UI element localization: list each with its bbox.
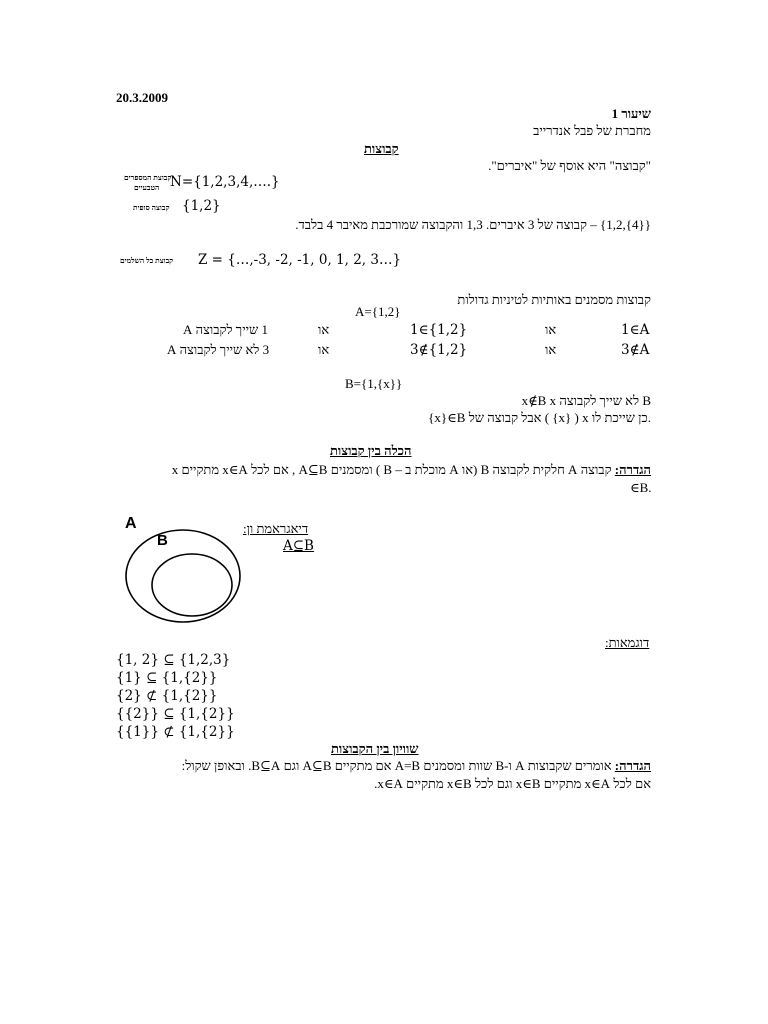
naturals-label-2: הטבעיים xyxy=(134,183,160,192)
venn-expr: A⊆B xyxy=(283,538,314,554)
row2-or-1: או xyxy=(545,342,557,357)
inclusion-definition-label: הגדרה: xyxy=(614,462,651,477)
row1-or-1: או xyxy=(545,322,557,337)
b-definition: B={1,{x}} xyxy=(345,376,403,391)
integers-label: קבוצת כל השלמים xyxy=(120,256,174,265)
venn-label-b: B xyxy=(157,532,168,549)
caps-note: קבוצות מסמנים באותיות לטיניות גדולות xyxy=(457,292,651,307)
lesson-title: שיעור 1 xyxy=(611,106,651,121)
example-set: {{4},1,2} – קבוצה של 3 איברים. 1,3 והקבוצה שמורכבת מאיבר 4 בלבד. xyxy=(295,217,651,232)
equality-definition-cont: אם לכל x∈A מתקיים x∈B וגם לכל x∈B מתקיים x∈A. xyxy=(374,776,651,791)
section-title-inclusion: הכלה בין קבוצות xyxy=(330,443,412,458)
venn-title: דיאגראמת ון: xyxy=(243,521,309,536)
example-3: {2} ⊄ {1,{2}} xyxy=(116,688,218,704)
b-line-2: {x}∈B אבל קבוצה של ( {x} ) x כן שייכת לו. xyxy=(428,410,651,425)
row1-set-notation: 1∈{1,2} xyxy=(410,322,468,338)
section-title-sets: קבוצות xyxy=(364,141,399,156)
example-5: {{1}} ⊄ {1,{2}} xyxy=(116,724,235,740)
row1-text: 1 שייך לקבוצה A xyxy=(183,322,268,337)
venn-outer-set xyxy=(126,530,240,622)
row2-set-notation: 3∉{1,2} xyxy=(410,342,468,358)
example-4: {{2}} ⊆ {1,{2}} xyxy=(116,706,235,722)
author-line: מחברת של פבל אנדרייב xyxy=(533,123,651,138)
row1-or-2: או xyxy=(318,322,330,337)
venn-label-a: A xyxy=(125,515,137,532)
integers-expr: Z = {…,-3, -2, -1, 0, 1, 2, 3…} xyxy=(198,252,402,268)
row1-notation: 1∈A xyxy=(621,322,650,338)
examples-title: דוגמאות: xyxy=(605,635,650,650)
example-1: {1, 2} ⊆ {1,2,3} xyxy=(116,652,231,668)
example-2: {1} ⊆ {1,{2}} xyxy=(116,670,218,686)
inclusion-definition xyxy=(172,462,651,478)
inclusion-definition-text: קבוצה A חלקית לקבוצה B (או A מוכלת ב – B ) ומסמנים A⊆B , אם לכל x∈A מתקיים x xyxy=(171,462,612,477)
inclusion-definition-cont: ∈B. xyxy=(630,480,652,495)
set-definition: "קבוצה" היא אוסף של "איברים". xyxy=(488,158,651,173)
finite-label: קבוצה סופית xyxy=(133,203,170,212)
naturals-label-1: קבוצת המספרים xyxy=(124,173,172,182)
section-title-equality: שוויון בין הקבוצות xyxy=(331,741,419,756)
naturals-expr: N={1,2,3,4,….} xyxy=(170,174,280,190)
date: 20.3.2009 xyxy=(116,90,168,105)
row2-text: 3 לא שייך לקבוצה A xyxy=(167,342,270,357)
equality-definition-text: אומרים שקבוצות A ו-B שוות ומסמנים A=B אם מתקיים A⊆B וגם B⊆A. ובאופן שקול: xyxy=(181,758,612,773)
equality-definition xyxy=(182,758,651,774)
row2-or-2: או xyxy=(318,342,330,357)
b-line-1: x∉B x לא שייך לקבוצה B xyxy=(521,393,651,408)
equality-definition-label: הגדרה: xyxy=(614,758,651,773)
venn-inner-set xyxy=(152,554,232,616)
a-definition: A={1,2} xyxy=(355,304,401,319)
finite-expr: {1,2} xyxy=(182,198,221,214)
row2-notation: 3∉A xyxy=(621,342,650,358)
